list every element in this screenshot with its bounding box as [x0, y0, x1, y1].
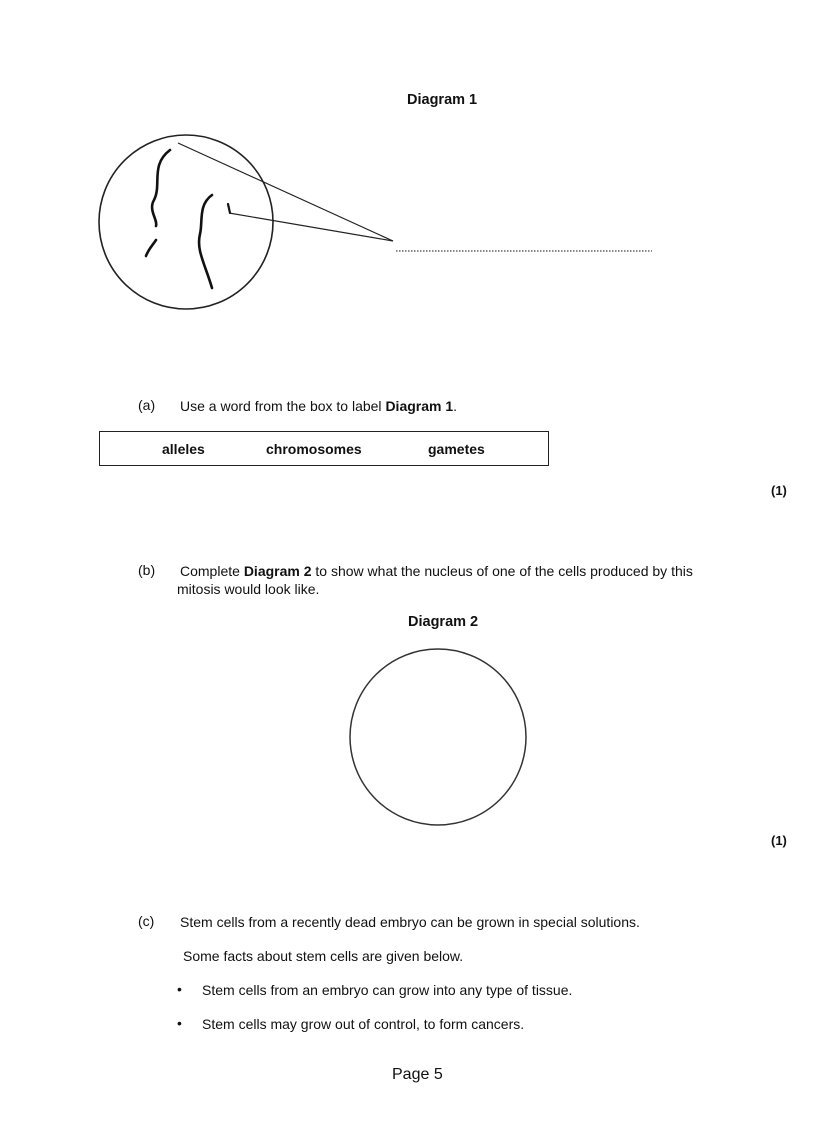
word-option: chromosomes	[266, 441, 362, 457]
part-b-question-line2: mitosis would look like.	[177, 581, 320, 597]
part-a-bold: Diagram 1	[385, 398, 454, 414]
page-number: Page 5	[392, 1066, 443, 1083]
part-b-question-line1	[180, 562, 693, 580]
part-b-marks: (1)	[771, 833, 787, 848]
chromosome	[146, 240, 156, 256]
label-line	[229, 213, 393, 241]
diagram-1-nucleus	[99, 135, 273, 309]
diagram-2-title: Diagram 2	[408, 614, 479, 630]
fact-item: Stem cells from an embryo can grow into any type of tissue.	[202, 982, 573, 998]
chromosome	[152, 150, 170, 226]
diagram-1-title: Diagram 1	[407, 92, 478, 108]
part-b-text: Complete	[180, 563, 244, 579]
bullet-icon: •	[177, 1015, 182, 1031]
part-c-facts-intro: Some facts about stem cells are given below.	[183, 948, 464, 964]
part-c-label: (c)	[138, 913, 155, 929]
part-c-intro: Stem cells from a recently dead embryo can be grown in special solutions.	[180, 914, 640, 930]
part-a-marks: (1)	[771, 483, 787, 498]
part-b-bold: Diagram 2	[243, 563, 312, 579]
part-a-label: (a)	[138, 397, 156, 413]
chromosome	[199, 195, 212, 288]
part-a-text-end: .	[453, 398, 458, 414]
part-a-question	[180, 397, 457, 415]
part-b-text-cont: to show what the nucleus of one of the cells produced by this	[311, 563, 693, 579]
part-b-label: (b)	[138, 562, 156, 578]
word-box	[99, 431, 549, 466]
bullet-icon: •	[177, 981, 182, 997]
word-option: gametes	[428, 441, 485, 457]
part-a-text: Use a word from the box to label	[180, 398, 386, 414]
word-option: alleles	[162, 441, 205, 457]
fact-item: Stem cells may grow out of control, to form cancers.	[202, 1016, 525, 1032]
label-line	[178, 143, 393, 241]
chromosome-tip	[228, 204, 230, 213]
